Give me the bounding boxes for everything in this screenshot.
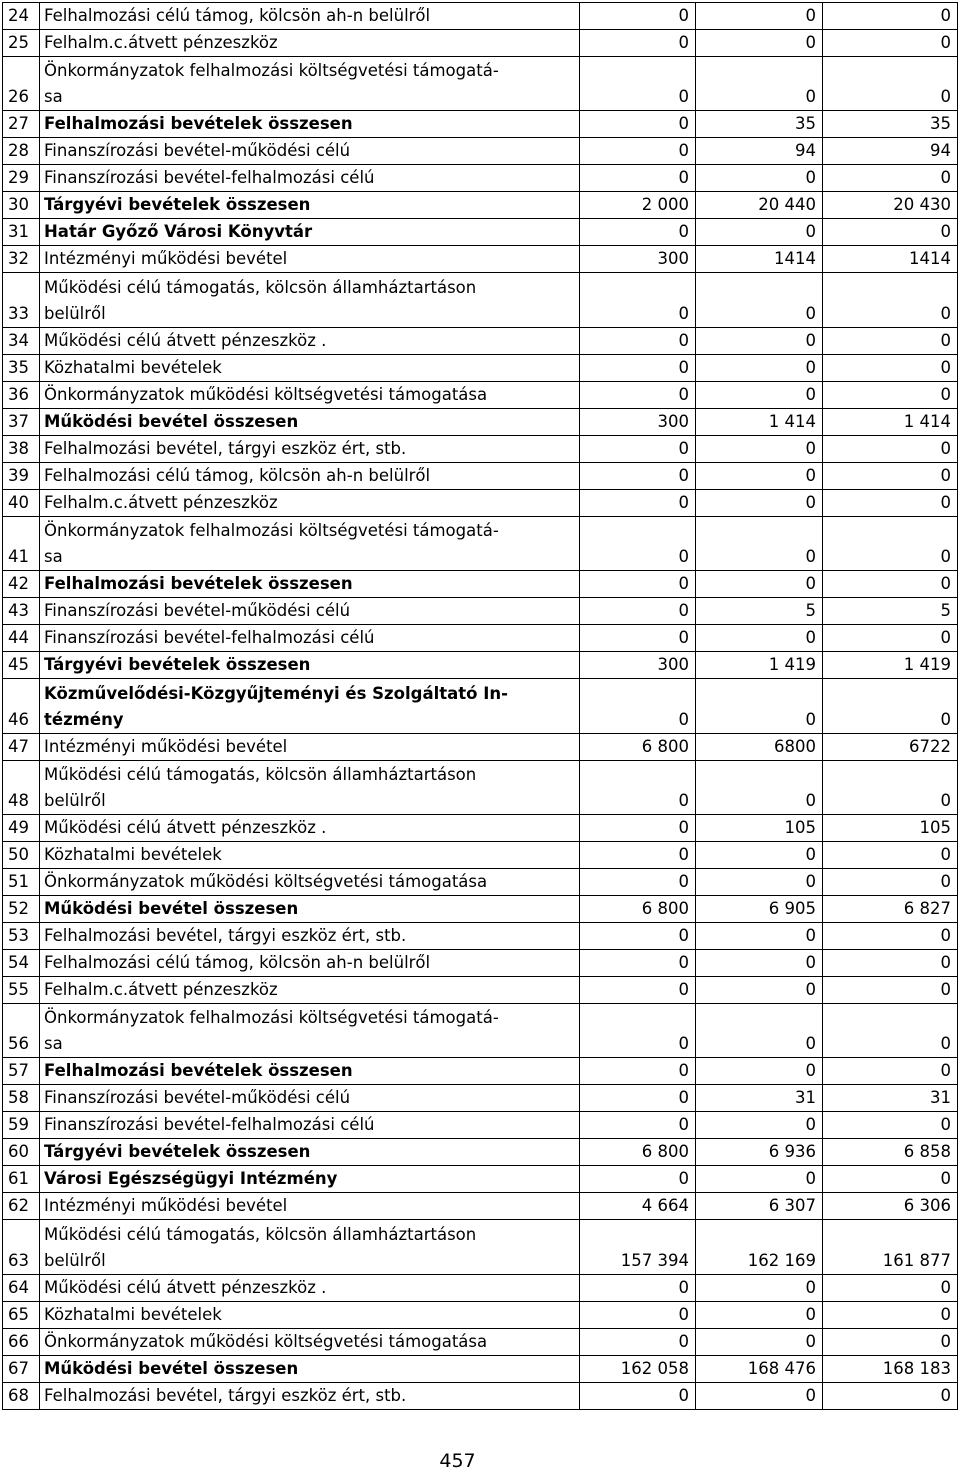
table-row [3,571,958,598]
value-modified: 6 307 [696,1193,823,1220]
value-original: 0 [580,976,696,1003]
value-actual: 0 [823,273,958,327]
row-number: 27 [3,111,40,138]
table-row [3,922,958,949]
value-original: 0 [580,841,696,868]
value-modified: 0 [696,625,823,652]
table-row [3,1139,958,1166]
row-label: Önkormányzatok működési költségvetési támogatása [40,381,580,408]
value-modified: 1 414 [696,408,823,435]
value-modified: 0 [696,516,823,570]
row-number: 24 [3,3,40,30]
value-original: 4 664 [580,1193,696,1220]
value-modified: 0 [696,1301,823,1328]
value-modified: 0 [696,219,823,246]
value-original: 0 [580,354,696,381]
row-label: Közhatalmi bevételek [40,1301,580,1328]
table-row [3,408,958,435]
value-modified: 105 [696,814,823,841]
value-original: 0 [580,273,696,327]
table-row [3,1166,958,1193]
value-original: 0 [580,516,696,570]
value-modified: 168 476 [696,1355,823,1382]
value-modified: 0 [696,922,823,949]
row-number: 53 [3,922,40,949]
table-row [3,814,958,841]
table-row [3,1085,958,1112]
row-label: Működési célú átvett pénzeszköz . [40,1274,580,1301]
table-row [3,760,958,814]
row-label: Felhalmozási célú támog, kölcsön ah-n belülről [40,3,580,30]
row-label: Felhalmozási bevétel, tárgyi eszköz ért, stb. [40,435,580,462]
table-row [3,1193,958,1220]
row-number: 49 [3,814,40,841]
value-actual: 0 [823,3,958,30]
table-row [3,1112,958,1139]
value-original: 0 [580,625,696,652]
value-original: 0 [580,1112,696,1139]
value-modified: 1 419 [696,652,823,679]
row-number: 38 [3,435,40,462]
value-actual: 0 [823,760,958,814]
value-modified: 35 [696,111,823,138]
value-actual: 0 [823,922,958,949]
value-modified: 0 [696,327,823,354]
value-original: 0 [580,814,696,841]
value-original: 162 058 [580,1355,696,1382]
table-row [3,327,958,354]
value-original: 0 [580,760,696,814]
value-modified: 0 [696,1166,823,1193]
row-label: Finanszírozási bevétel-működési célú [40,138,580,165]
value-actual: 0 [823,1274,958,1301]
value-actual: 0 [823,1166,958,1193]
value-modified: 0 [696,30,823,57]
row-label: Felhalmozási bevételek összesen [40,571,580,598]
value-actual: 0 [823,489,958,516]
row-label: Önkormányzatok felhalmozási költségvetési támogatá- sa [40,57,580,111]
value-modified: 0 [696,381,823,408]
value-modified: 0 [696,976,823,1003]
value-actual: 0 [823,219,958,246]
row-number: 63 [3,1220,40,1274]
table-row [3,598,958,625]
table-row [3,733,958,760]
table-row [3,192,958,219]
value-actual: 161 877 [823,1220,958,1274]
value-actual: 0 [823,1328,958,1355]
value-modified: 6 936 [696,1139,823,1166]
table-row [3,1382,958,1409]
value-actual: 0 [823,327,958,354]
table-row [3,219,958,246]
row-label: Tárgyévi bevételek összesen [40,1139,580,1166]
table-row [3,949,958,976]
row-label: Városi Egészségügyi Intézmény [40,1166,580,1193]
value-original: 300 [580,652,696,679]
row-number: 39 [3,462,40,489]
row-label: Felhalm.c.átvett pénzeszköz [40,489,580,516]
value-modified: 0 [696,354,823,381]
table-row [3,57,958,111]
value-actual: 0 [823,1112,958,1139]
table-row [3,246,958,273]
value-actual: 0 [823,1301,958,1328]
value-original: 0 [580,1274,696,1301]
table-row [3,625,958,652]
value-modified: 1414 [696,246,823,273]
value-actual: 0 [823,1003,958,1057]
value-original: 0 [580,1166,696,1193]
value-original: 0 [580,1382,696,1409]
row-label: Intézményi működési bevétel [40,1193,580,1220]
value-actual: 1 419 [823,652,958,679]
value-original: 0 [580,111,696,138]
value-actual: 31 [823,1085,958,1112]
row-number: 36 [3,381,40,408]
row-number: 60 [3,1139,40,1166]
value-actual: 0 [823,165,958,192]
value-modified: 0 [696,949,823,976]
value-modified: 0 [696,57,823,111]
value-actual: 94 [823,138,958,165]
row-label: Önkormányzatok működési költségvetési támogatása [40,1328,580,1355]
row-label: Működési célú átvett pénzeszköz . [40,814,580,841]
table-row [3,1220,958,1274]
row-label: Finanszírozási bevétel-felhalmozási célú [40,165,580,192]
table-row [3,30,958,57]
row-number: 41 [3,516,40,570]
value-modified: 0 [696,1382,823,1409]
row-number: 26 [3,57,40,111]
table-row [3,1328,958,1355]
row-label: Önkormányzatok működési költségvetési támogatása [40,868,580,895]
row-label: Működési célú támogatás, kölcsön államháztartáson belülről [40,273,580,327]
row-number: 58 [3,1085,40,1112]
value-original: 0 [580,327,696,354]
value-actual: 6 858 [823,1139,958,1166]
value-modified: 0 [696,489,823,516]
row-number: 42 [3,571,40,598]
table-body [3,3,958,1410]
row-label: Finanszírozási bevétel-működési célú [40,1085,580,1112]
value-actual: 6 827 [823,895,958,922]
value-actual: 0 [823,949,958,976]
table-row [3,354,958,381]
value-original: 0 [580,1085,696,1112]
row-number: 59 [3,1112,40,1139]
value-original: 0 [580,435,696,462]
row-number: 64 [3,1274,40,1301]
table-row [3,165,958,192]
row-label: Finanszírozási bevétel-működési célú [40,598,580,625]
row-number: 56 [3,1003,40,1057]
value-actual: 6722 [823,733,958,760]
value-modified: 0 [696,1274,823,1301]
table-row [3,435,958,462]
row-number: 50 [3,841,40,868]
row-label: Felhalm.c.átvett pénzeszköz [40,30,580,57]
row-number: 52 [3,895,40,922]
page-number: 457 [439,1450,476,1472]
value-actual: 20 430 [823,192,958,219]
value-modified: 6 905 [696,895,823,922]
value-actual: 0 [823,976,958,1003]
row-number: 33 [3,273,40,327]
value-actual: 105 [823,814,958,841]
row-label: Tárgyévi bevételek összesen [40,652,580,679]
value-modified: 0 [696,571,823,598]
row-number: 62 [3,1193,40,1220]
value-actual: 0 [823,462,958,489]
value-original: 0 [580,868,696,895]
value-original: 0 [580,1301,696,1328]
table-row [3,489,958,516]
table-row [3,111,958,138]
table-row [3,895,958,922]
value-actual: 0 [823,571,958,598]
row-number: 45 [3,652,40,679]
row-number: 40 [3,489,40,516]
value-original: 0 [580,598,696,625]
row-label: Önkormányzatok felhalmozási költségvetési támogatá- sa [40,1003,580,1057]
row-number: 68 [3,1382,40,1409]
value-modified: 0 [696,760,823,814]
value-actual: 0 [823,625,958,652]
value-actual: 0 [823,679,958,733]
row-number: 46 [3,679,40,733]
value-original: 0 [580,571,696,598]
value-actual: 0 [823,1382,958,1409]
table-row [3,516,958,570]
value-original: 0 [580,165,696,192]
value-actual: 168 183 [823,1355,958,1382]
row-label: Közhatalmi bevételek [40,354,580,381]
row-label: Finanszírozási bevétel-felhalmozási célú [40,1112,580,1139]
row-number: 32 [3,246,40,273]
value-actual: 0 [823,868,958,895]
value-actual: 1 414 [823,408,958,435]
value-original: 0 [580,922,696,949]
row-label: Működési célú átvett pénzeszköz . [40,327,580,354]
table-row [3,1301,958,1328]
value-original: 0 [580,219,696,246]
row-label: Működési bevétel összesen [40,1355,580,1382]
value-modified: 0 [696,273,823,327]
value-modified: 0 [696,1003,823,1057]
row-number: 47 [3,733,40,760]
row-label: Felhalmozási bevétel, tárgyi eszköz ért, stb. [40,922,580,949]
value-original: 300 [580,246,696,273]
value-original: 0 [580,949,696,976]
row-label: Felhalm.c.átvett pénzeszköz [40,976,580,1003]
table-row [3,868,958,895]
budget-table [2,2,958,1410]
table-row [3,1003,958,1057]
value-actual: 0 [823,30,958,57]
row-number: 65 [3,1301,40,1328]
row-number: 43 [3,598,40,625]
row-number: 31 [3,219,40,246]
row-label: Határ Győző Városi Könyvtár [40,219,580,246]
value-original: 6 800 [580,895,696,922]
row-label: Intézményi működési bevétel [40,733,580,760]
value-actual: 0 [823,435,958,462]
row-number: 28 [3,138,40,165]
value-original: 300 [580,408,696,435]
value-modified: 0 [696,435,823,462]
row-number: 35 [3,354,40,381]
row-number: 55 [3,976,40,1003]
value-original: 0 [580,679,696,733]
table-row [3,138,958,165]
value-modified: 94 [696,138,823,165]
value-original: 6 800 [580,1139,696,1166]
value-modified: 0 [696,868,823,895]
table-row [3,1355,958,1382]
value-modified: 5 [696,598,823,625]
value-actual: 0 [823,354,958,381]
value-modified: 0 [696,841,823,868]
value-original: 0 [580,381,696,408]
value-modified: 0 [696,462,823,489]
row-number: 34 [3,327,40,354]
table-row [3,273,958,327]
row-number: 61 [3,1166,40,1193]
row-number: 54 [3,949,40,976]
value-actual: 0 [823,1058,958,1085]
row-label: Működési bevétel összesen [40,895,580,922]
value-original: 0 [580,462,696,489]
row-label: Működési bevétel összesen [40,408,580,435]
row-label: Felhalmozási bevétel, tárgyi eszköz ért, stb. [40,1382,580,1409]
value-modified: 0 [696,1112,823,1139]
row-label: Önkormányzatok felhalmozási költségvetési támogatá- sa [40,516,580,570]
row-label: Működési célú támogatás, kölcsön államháztartáson belülről [40,760,580,814]
value-original: 0 [580,3,696,30]
value-actual: 5 [823,598,958,625]
table-row [3,679,958,733]
table-row [3,462,958,489]
row-label: Felhalmozási célú támog, kölcsön ah-n belülről [40,462,580,489]
value-modified: 162 169 [696,1220,823,1274]
row-label: Tárgyévi bevételek összesen [40,192,580,219]
value-modified: 31 [696,1085,823,1112]
table-row [3,1058,958,1085]
row-number: 51 [3,868,40,895]
value-actual: 6 306 [823,1193,958,1220]
row-number: 66 [3,1328,40,1355]
row-number: 44 [3,625,40,652]
value-actual: 0 [823,57,958,111]
value-modified: 0 [696,1328,823,1355]
row-number: 25 [3,30,40,57]
row-number: 67 [3,1355,40,1382]
value-modified: 0 [696,165,823,192]
row-label: Felhalmozási célú támog, kölcsön ah-n belülről [40,949,580,976]
table-row [3,976,958,1003]
row-label: Finanszírozási bevétel-felhalmozási célú [40,625,580,652]
value-modified: 0 [696,679,823,733]
row-number: 30 [3,192,40,219]
row-number: 57 [3,1058,40,1085]
value-actual: 0 [823,841,958,868]
row-number: 29 [3,165,40,192]
value-actual: 0 [823,516,958,570]
row-label: Intézményi működési bevétel [40,246,580,273]
value-original: 0 [580,30,696,57]
value-original: 0 [580,1058,696,1085]
row-label: Felhalmozási bevételek összesen [40,1058,580,1085]
value-original: 0 [580,57,696,111]
row-number: 48 [3,760,40,814]
row-label: Közhatalmi bevételek [40,841,580,868]
value-original: 157 394 [580,1220,696,1274]
value-actual: 0 [823,381,958,408]
table-row [3,841,958,868]
value-modified: 6800 [696,733,823,760]
value-original: 6 800 [580,733,696,760]
row-label: Közművelődési-Közgyűjteményi és Szolgáltató In- tézmény [40,679,580,733]
row-label: Működési célú támogatás, kölcsön államháztartáson belülről [40,1220,580,1274]
row-label: Felhalmozási bevételek összesen [40,111,580,138]
value-original: 0 [580,489,696,516]
table-row [3,652,958,679]
value-original: 0 [580,1003,696,1057]
value-original: 0 [580,1328,696,1355]
value-original: 0 [580,138,696,165]
value-modified: 0 [696,3,823,30]
value-modified: 0 [696,1058,823,1085]
value-original: 2 000 [580,192,696,219]
value-actual: 1414 [823,246,958,273]
table-row [3,1274,958,1301]
table-row [3,3,958,30]
table-row [3,381,958,408]
row-number: 37 [3,408,40,435]
value-actual: 35 [823,111,958,138]
value-modified: 20 440 [696,192,823,219]
